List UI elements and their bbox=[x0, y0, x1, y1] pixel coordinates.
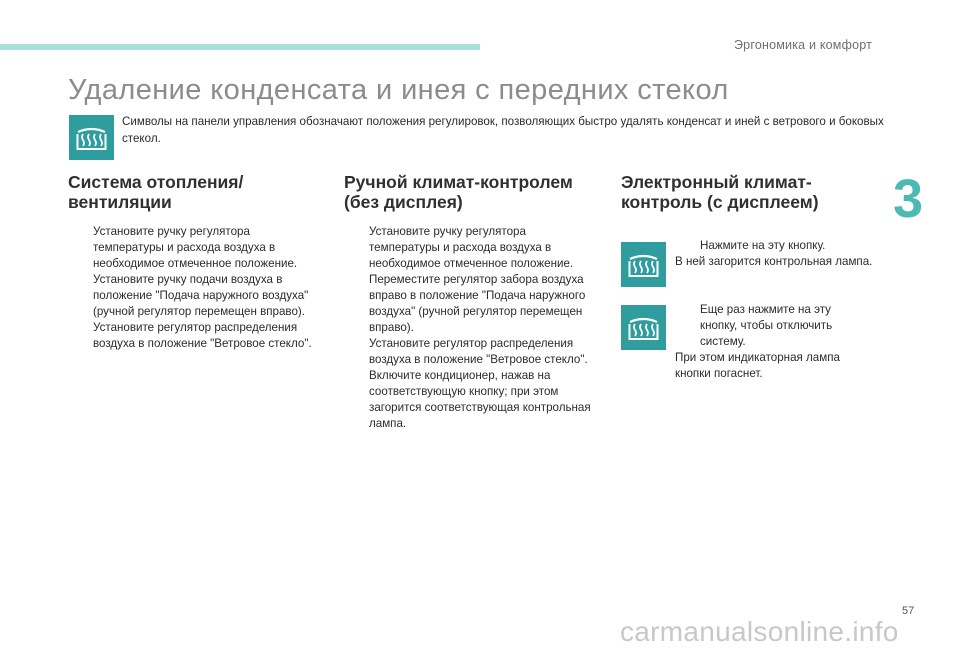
heading-heating-ventilation bbox=[68, 172, 243, 212]
list-item bbox=[344, 224, 600, 272]
heading-line: контроль (с дисплеем) bbox=[621, 192, 819, 212]
item-text: Переместите регулятор забора воздуха вправо в положение "Подача наружного воздуха" (ручной регулятор перемещен вправо). bbox=[369, 273, 586, 334]
steps-list-heating bbox=[68, 224, 320, 352]
intro-text: Символы на панели управления обозначают положения регулировок, позволяющих быстро удалять конденсат и иней с ветрового и боковых стекол. bbox=[122, 115, 884, 145]
heading-line: Электронный климат- bbox=[621, 172, 812, 192]
list-item bbox=[344, 336, 600, 368]
item-text: Установите ручку регулятора температуры и расхода воздуха в необходимое отмеченное положение. bbox=[369, 225, 574, 270]
list-item bbox=[344, 272, 600, 336]
step-press-off bbox=[675, 302, 855, 382]
list-item bbox=[68, 224, 320, 272]
steps-list-manual-climate bbox=[344, 224, 600, 432]
header-accent-bar bbox=[0, 44, 480, 50]
windscreen-demist-icon bbox=[69, 115, 114, 160]
list-item bbox=[68, 272, 320, 320]
item-text: Еще раз нажмите на эту кнопку, чтобы отключить систему. bbox=[700, 303, 833, 348]
heading-manual-climate bbox=[344, 172, 573, 212]
item-text: Установите ручку подачи воздуха в положение "Подача наружного воздуха" (ручной регулятор перемещен вправо). bbox=[93, 273, 309, 318]
watermark: carmanualsonline.info bbox=[620, 616, 899, 647]
windscreen-demist-icon bbox=[621, 305, 666, 350]
heading-line: (без дисплея) bbox=[344, 192, 463, 212]
heading-electronic-climate bbox=[621, 172, 819, 212]
chapter-number: 3 bbox=[893, 169, 924, 229]
list-item bbox=[68, 320, 320, 352]
item-text: Нажмите на эту кнопку. bbox=[700, 239, 826, 252]
section-title: Эргономика и комфорт bbox=[734, 38, 873, 52]
windscreen-demist-icon bbox=[621, 242, 666, 287]
step-press-on bbox=[675, 238, 875, 270]
item-text: Установите регулятор распределения воздуха в положение "Ветровое стекло". bbox=[369, 337, 588, 366]
page-title: Удаление конденсата и инея с передних стекол bbox=[68, 74, 729, 106]
heading-line: вентиляции bbox=[68, 192, 172, 212]
item-text: Установите регулятор распределения воздуха в положение "Ветровое стекло". bbox=[93, 321, 312, 350]
list-item bbox=[344, 368, 600, 432]
note-text: При этом индикаторная лампа кнопки погаснет. bbox=[675, 351, 840, 380]
heading-line: Система отопления/ bbox=[68, 172, 244, 192]
item-text: Включите кондиционер, нажав на соответствующую кнопку; при этом загорится соответствующая контрольная лампа. bbox=[369, 369, 591, 430]
heading-line: Ручной климат-контролем bbox=[344, 172, 573, 192]
list-item bbox=[675, 238, 875, 254]
page-number: 57 bbox=[902, 605, 915, 617]
note-text: В ней загорится контрольная лампа. bbox=[675, 255, 873, 268]
item-text: Установите ручку регулятора температуры и расхода воздуха в необходимое отмеченное положение. bbox=[93, 225, 298, 270]
list-item bbox=[675, 302, 855, 350]
